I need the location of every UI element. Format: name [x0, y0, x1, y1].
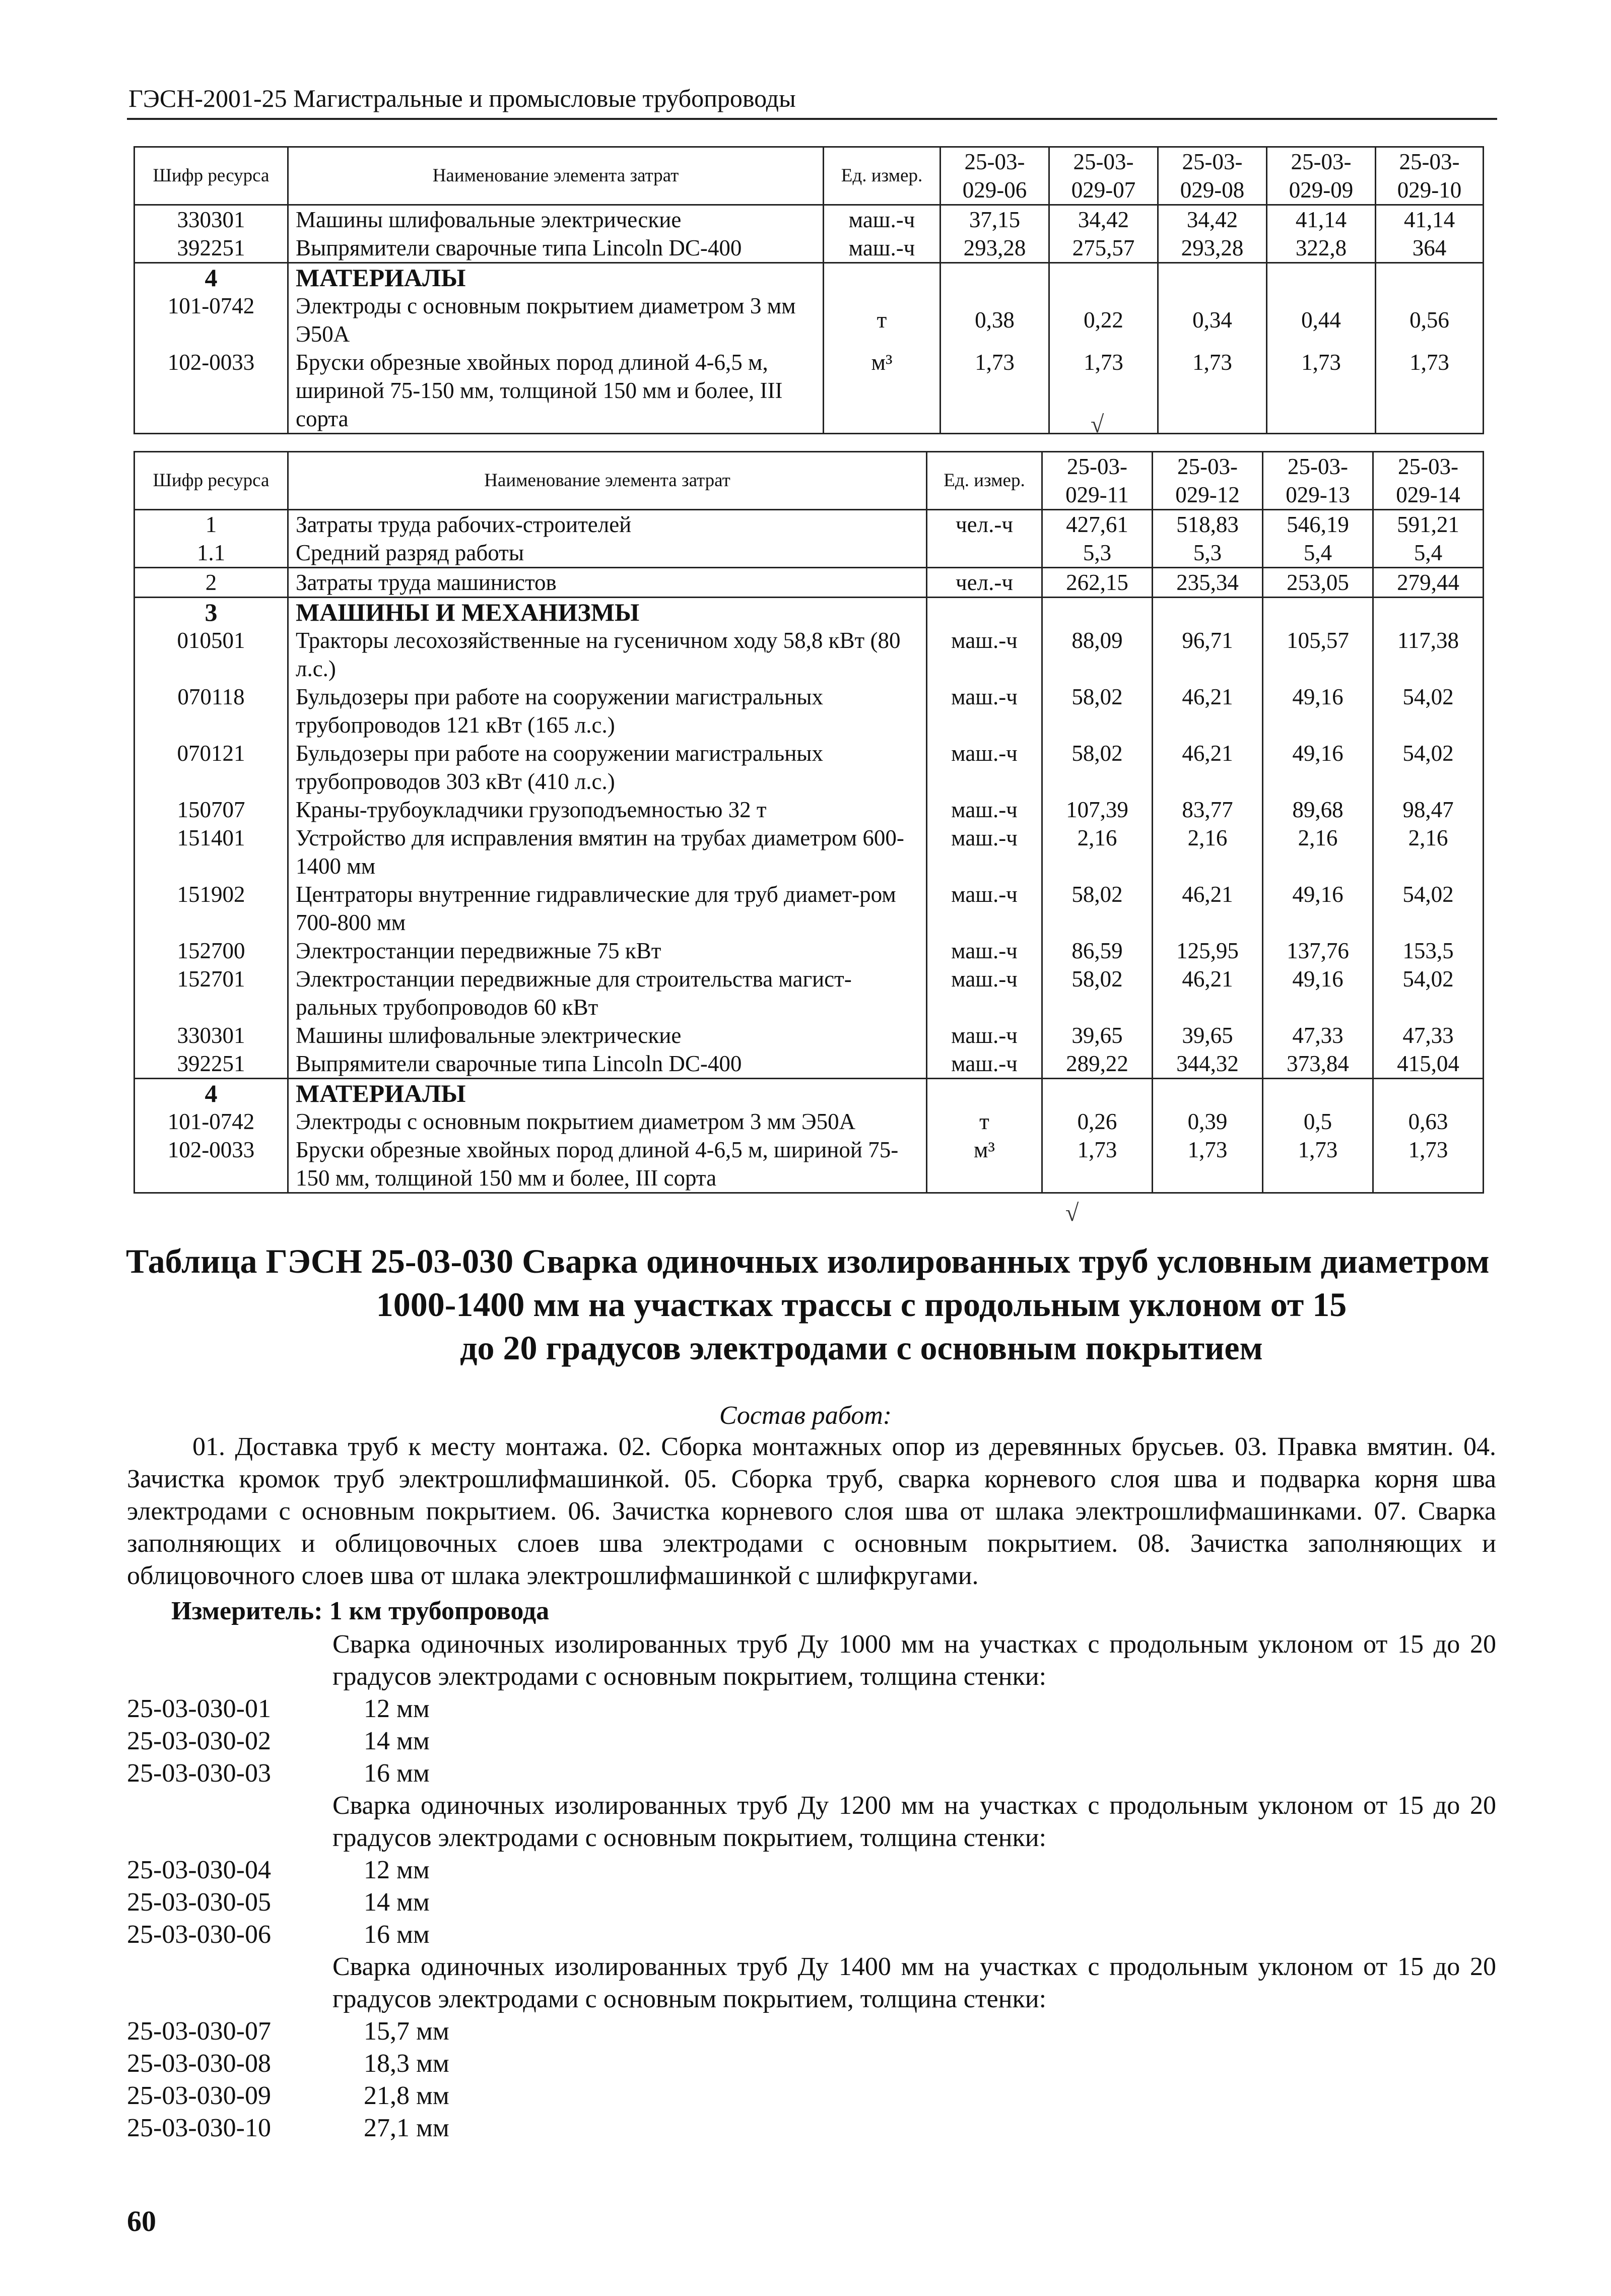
cell: 1,73 [1153, 1136, 1263, 1193]
cell: чел.-ч [927, 510, 1042, 539]
cell: м³ [824, 348, 941, 434]
header-cell: 25-03-029-09 [1267, 147, 1376, 205]
cell: 427,61 [1042, 510, 1153, 539]
item-group-description: Сварка одиночных изолированных труб Ду 1000 мм на участках с продольным уклоном от 15 до 20 градусов электродами с основным покрытием, толщина стенки: [332, 1630, 1496, 1691]
cell [1153, 598, 1263, 627]
cell: 105,57 [1263, 626, 1373, 683]
cell: 49,16 [1263, 965, 1373, 1021]
cell: 41,14 [1376, 205, 1484, 234]
cell: 107,39 [1042, 796, 1153, 824]
cell: 0,56 [1376, 292, 1484, 348]
cell: Средний разряд работы [288, 539, 927, 568]
cell: маш.-ч [927, 937, 1042, 965]
header-rule [127, 118, 1497, 120]
cell: 0,22 [1049, 292, 1158, 348]
cell [941, 263, 1049, 292]
cell: 2,16 [1263, 824, 1373, 880]
table-row [135, 1021, 1484, 1049]
cell: 98,47 [1373, 796, 1484, 824]
cell: Краны-трубоукладчики грузоподъемностью 32 т [288, 796, 927, 824]
table-header-row [135, 147, 1484, 205]
cell: маш.-ч [927, 796, 1042, 824]
wall-thickness: 14 мм [364, 1888, 430, 1917]
item-group-description: Сварка одиночных изолированных труб Ду 1400 мм на участках с продольным уклоном от 15 до 20 градусов электродами с основным покрытием, толщина стенки: [332, 1952, 1496, 2013]
list-item [127, 1886, 430, 1919]
cell: маш.-ч [927, 1021, 1042, 1049]
cell: 49,16 [1263, 880, 1373, 937]
cell: маш.-ч [927, 1049, 1042, 1079]
resource-table-029-11-14 [133, 451, 1484, 1194]
section-title-line: 1000-1400 мм на участках трассы с продольным уклоном от 15 [376, 1285, 1347, 1324]
cell: 96,71 [1153, 626, 1263, 683]
header-cell: Наименование элемента затрат [288, 147, 824, 205]
cell: 235,34 [1153, 568, 1263, 598]
cell: 89,68 [1263, 796, 1373, 824]
cell: маш.-ч [824, 205, 941, 234]
cell [824, 263, 941, 292]
cell: маш.-ч [824, 234, 941, 263]
norm-code: 25-03-030-08 [127, 2049, 271, 2078]
cell: 392251 [135, 1049, 288, 1079]
cell: 2,16 [1153, 824, 1263, 880]
wall-thickness: 18,3 мм [364, 2049, 449, 2078]
cell: 49,16 [1263, 683, 1373, 739]
cell: 0,34 [1158, 292, 1267, 348]
resource-table-029-06-10 [133, 146, 1484, 434]
cell [1373, 1079, 1484, 1108]
cell: 2,16 [1042, 824, 1153, 880]
cell: 262,15 [1042, 568, 1153, 598]
cell: Бульдозеры при работе на сооружении магистральных трубопроводов 303 кВт (410 л.с.) [288, 739, 927, 796]
cell: 54,02 [1373, 739, 1484, 796]
list-item [127, 2080, 449, 2112]
cell: 364 [1376, 234, 1484, 263]
cell: 070121 [135, 739, 288, 796]
norm-code: 25-03-030-09 [127, 2081, 271, 2110]
cell: 1,73 [1373, 1136, 1484, 1193]
cell: 5,4 [1263, 539, 1373, 568]
table-row [135, 965, 1484, 1021]
cell: Электростанции передвижные для строительства магист-ральных трубопроводов 60 кВт [288, 965, 927, 1021]
cell: 1,73 [1158, 348, 1267, 434]
wall-thickness: 27,1 мм [364, 2114, 449, 2142]
cell: Электростанции передвижные 75 кВт [288, 937, 927, 965]
norm-code: 25-03-030-03 [127, 1759, 271, 1788]
norm-code: 25-03-030-02 [127, 1727, 271, 1755]
header-cell: Ед. измер. [927, 452, 1042, 510]
wall-thickness: 16 мм [364, 1920, 430, 1949]
table-row [135, 292, 1484, 348]
cell: маш.-ч [927, 965, 1042, 1021]
cell [1376, 263, 1484, 292]
cell: 1.1 [135, 539, 288, 568]
table-row [135, 1049, 1484, 1079]
cell [1049, 263, 1158, 292]
norm-code: 25-03-030-04 [127, 1856, 271, 1884]
cell: 150707 [135, 796, 288, 824]
cell: 58,02 [1042, 880, 1153, 937]
cell: 4 [135, 1079, 288, 1108]
cell: 5,4 [1373, 539, 1484, 568]
header-cell: Шифр ресурса [135, 147, 288, 205]
cell [1042, 598, 1153, 627]
cell: Устройство для исправления вмятин на трубах диаметром 600-1400 мм [288, 824, 927, 880]
cell: 2 [135, 568, 288, 598]
table-row [135, 234, 1484, 263]
cell: 0,5 [1263, 1107, 1373, 1136]
cell: 153,5 [1373, 937, 1484, 965]
cell: т [927, 1107, 1042, 1136]
cell: 102-0033 [135, 1136, 288, 1193]
cell: 117,38 [1373, 626, 1484, 683]
cell: 275,57 [1049, 234, 1158, 263]
table-row [135, 539, 1484, 568]
table-row [135, 568, 1484, 598]
cell: 279,44 [1373, 568, 1484, 598]
cell: Машины шлифовальные электрические [288, 205, 824, 234]
header-cell: 25-03-029-12 [1153, 452, 1263, 510]
cell: Электроды с основным покрытием диаметром 3 мм Э50А [288, 1107, 927, 1136]
cell: 41,14 [1267, 205, 1376, 234]
cell: маш.-ч [927, 880, 1042, 937]
table-row [135, 683, 1484, 739]
cell: Затраты труда рабочих-строителей [288, 510, 927, 539]
cell: маш.-ч [927, 626, 1042, 683]
header-cell: Ед. измер. [824, 147, 941, 205]
cell: 58,02 [1042, 739, 1153, 796]
cell: 0,39 [1153, 1107, 1263, 1136]
check-mark-icon: √ [1091, 411, 1104, 438]
item-group-description: Сварка одиночных изолированных труб Ду 1200 мм на участках с продольным уклоном от 15 до 20 градусов электродами с основным покрытием, толщина стенки: [332, 1791, 1496, 1852]
section-title: МАТЕРИАЛЫ [288, 263, 824, 292]
cell: 86,59 [1042, 937, 1153, 965]
list-item [127, 1725, 430, 1757]
section-row [135, 598, 1484, 627]
header-cell: Наименование элемента затрат [288, 452, 927, 510]
cell: 58,02 [1042, 965, 1153, 1021]
cell: 46,21 [1153, 880, 1263, 937]
header-cell: 25-03-029-06 [941, 147, 1049, 205]
cell: 1,73 [941, 348, 1049, 434]
cell: 330301 [135, 1021, 288, 1049]
cell: 591,21 [1373, 510, 1484, 539]
cell: 46,21 [1153, 739, 1263, 796]
header-cell: 25-03-029-13 [1263, 452, 1373, 510]
cell: 54,02 [1373, 965, 1484, 1021]
wall-thickness: 21,8 мм [364, 2081, 449, 2110]
cell: 101-0742 [135, 1107, 288, 1136]
table-row [135, 937, 1484, 965]
section-row [135, 263, 1484, 292]
cell: Машины шлифовальные электрические [288, 1021, 927, 1049]
table-row [135, 796, 1484, 824]
cell: 415,04 [1373, 1049, 1484, 1079]
cell: 546,19 [1263, 510, 1373, 539]
norm-code: 25-03-030-01 [127, 1694, 271, 1723]
table-row [135, 1107, 1484, 1136]
cell: Бульдозеры при работе на сооружении магистральных трубопроводов 121 кВт (165 л.с.) [288, 683, 927, 739]
cell [927, 1079, 1042, 1108]
cell: 1,73 [1376, 348, 1484, 434]
cell [1158, 263, 1267, 292]
cell: 1,73 [1267, 348, 1376, 434]
section-title-line: до 20 градусов электродами с основным покрытием [460, 1329, 1263, 1367]
cell: 46,21 [1153, 683, 1263, 739]
header-cell: 25-03-029-10 [1376, 147, 1484, 205]
cell: 330301 [135, 205, 288, 234]
norm-code: 25-03-030-10 [127, 2114, 271, 2142]
wall-thickness: 12 мм [364, 1694, 430, 1723]
cell: 010501 [135, 626, 288, 683]
cell: 0,63 [1373, 1107, 1484, 1136]
cell: 137,76 [1263, 937, 1373, 965]
cell: 1,73 [1263, 1136, 1373, 1193]
cell: т [824, 292, 941, 348]
cell: 392251 [135, 234, 288, 263]
work-composition-heading: Состав работ: [719, 1401, 892, 1430]
cell: 125,95 [1153, 937, 1263, 965]
list-item [127, 2015, 449, 2048]
cell: 1,73 [1049, 348, 1158, 434]
cell: 152701 [135, 965, 288, 1021]
norm-code: 25-03-030-06 [127, 1920, 271, 1949]
work-composition-text: 01. Доставка труб к месту монтажа. 02. Сборка монтажных опор из деревянных брусьев. 03. Правка вмятин. 04. Зачистка кромок труб электрошлифмашинкой. 05. Сборка труб, сварка корневого слоя шва и подварка корня шва электродами с основным покрытием. 06. Зачистка корневого слоя шва от шлака электрошлифмашинками. 07. Сварка заполняющих и облицовочных слоев шва электродами с основным покрытием. 08. Зачистка заполняющих и облицовочного слоев шва от шлака электрошлифмашинкой с шлифкругами. [127, 1432, 1496, 1590]
cell: 0,38 [941, 292, 1049, 348]
cell: 47,33 [1373, 1021, 1484, 1049]
check-mark-icon: √ [1065, 1200, 1079, 1226]
wall-thickness: 12 мм [364, 1856, 430, 1884]
cell: Затраты труда машинистов [288, 568, 927, 598]
section-title: МАТЕРИАЛЫ [288, 1079, 927, 1108]
list-item [127, 1757, 430, 1790]
cell: маш.-ч [927, 739, 1042, 796]
section-title-line: Таблица ГЭСН 25-03-030 Сварка одиночных изолированных труб условным диаметром [126, 1242, 1490, 1280]
table-row [135, 880, 1484, 937]
cell [1153, 1079, 1263, 1108]
table-row [135, 626, 1484, 683]
wall-thickness: 16 мм [364, 1759, 430, 1788]
cell: 54,02 [1373, 880, 1484, 937]
cell: 253,05 [1263, 568, 1373, 598]
cell: 54,02 [1373, 683, 1484, 739]
cell: 39,65 [1042, 1021, 1153, 1049]
cell: 101-0742 [135, 292, 288, 348]
cell: Тракторы лесохозяйственные на гусеничном ходу 58,8 кВт (80 л.с.) [288, 626, 927, 683]
cell: маш.-ч [927, 683, 1042, 739]
list-item [127, 1919, 430, 1951]
cell: 3 [135, 598, 288, 627]
list-item [127, 1854, 430, 1886]
cell: 2,16 [1373, 824, 1484, 880]
wall-thickness: 14 мм [364, 1727, 430, 1755]
cell: 102-0033 [135, 348, 288, 434]
cell: 1,73 [1042, 1136, 1153, 1193]
cell: 37,15 [941, 205, 1049, 234]
cell: 58,02 [1042, 683, 1153, 739]
cell: 34,42 [1049, 205, 1158, 234]
cell: Центраторы внутренние гидравлические для труб диамет-ром 700-800 мм [288, 880, 927, 937]
list-item [127, 2048, 449, 2080]
section-title-block [126, 1239, 1496, 1369]
cell: Бруски обрезные хвойных пород длиной 4-6,5 м, шириной 75-150 мм, толщиной 150 мм и более, III сорта [288, 1136, 927, 1193]
cell: маш.-ч [927, 824, 1042, 880]
table-row [135, 348, 1484, 434]
cell: 0,26 [1042, 1107, 1153, 1136]
list-item [127, 2112, 449, 2144]
cell: 46,21 [1153, 965, 1263, 1021]
table-row [135, 824, 1484, 880]
norm-code: 25-03-030-07 [127, 2017, 271, 2046]
cell: 0,44 [1267, 292, 1376, 348]
cell [1263, 1079, 1373, 1108]
header-cell: 25-03-029-11 [1042, 452, 1153, 510]
cell: 373,84 [1263, 1049, 1373, 1079]
wall-thickness: 15,7 мм [364, 2017, 449, 2046]
header-cell: 25-03-029-14 [1373, 452, 1484, 510]
header-cell: 25-03-029-07 [1049, 147, 1158, 205]
cell: 322,8 [1267, 234, 1376, 263]
cell: 293,28 [1158, 234, 1267, 263]
cell: 4 [135, 263, 288, 292]
measure-unit: Измеритель: 1 км трубопровода [171, 1597, 550, 1625]
section-title: МАШИНЫ И МЕХАНИЗМЫ [288, 598, 927, 627]
header-cell: 25-03-029-08 [1158, 147, 1267, 205]
cell: 518,83 [1153, 510, 1263, 539]
cell [1263, 598, 1373, 627]
cell: Электроды с основным покрытием диаметром 3 мм Э50А [288, 292, 824, 348]
cell: 88,09 [1042, 626, 1153, 683]
cell [927, 539, 1042, 568]
cell: чел.-ч [927, 568, 1042, 598]
norm-code: 25-03-030-05 [127, 1888, 271, 1917]
cell [927, 598, 1042, 627]
table-row [135, 205, 1484, 234]
cell: Выпрямители сварочные типа Lincoln DC-400 [288, 1049, 927, 1079]
list-item [127, 1693, 430, 1725]
cell: 1 [135, 510, 288, 539]
header-cell: Шифр ресурса [135, 452, 288, 510]
table-row [135, 510, 1484, 539]
cell: 344,32 [1153, 1049, 1263, 1079]
table-header-row [135, 452, 1484, 510]
cell: 152700 [135, 937, 288, 965]
cell: 39,65 [1153, 1021, 1263, 1049]
cell: Выпрямители сварочные типа Lincoln DC-400 [288, 234, 824, 263]
cell: 5,3 [1042, 539, 1153, 568]
cell [1373, 598, 1484, 627]
cell: 070118 [135, 683, 288, 739]
cell: 49,16 [1263, 739, 1373, 796]
cell [1267, 263, 1376, 292]
cell: 151401 [135, 824, 288, 880]
table-row [135, 1136, 1484, 1193]
cell: 83,77 [1153, 796, 1263, 824]
cell: 151902 [135, 880, 288, 937]
cell: 289,22 [1042, 1049, 1153, 1079]
cell: м³ [927, 1136, 1042, 1193]
section-row [135, 1079, 1484, 1108]
cell: 5,3 [1153, 539, 1263, 568]
table-row [135, 739, 1484, 796]
running-header: ГЭСН-2001-25 Магистральные и промысловые трубопроводы [128, 84, 796, 112]
cell: Бруски обрезные хвойных пород длиной 4-6,5 м, шириной 75-150 мм, толщиной 150 мм и более, III сорта [288, 348, 824, 434]
page-number: 60 [127, 2205, 156, 2238]
cell: 34,42 [1158, 205, 1267, 234]
cell: 293,28 [941, 234, 1049, 263]
cell [1042, 1079, 1153, 1108]
cell: 47,33 [1263, 1021, 1373, 1049]
